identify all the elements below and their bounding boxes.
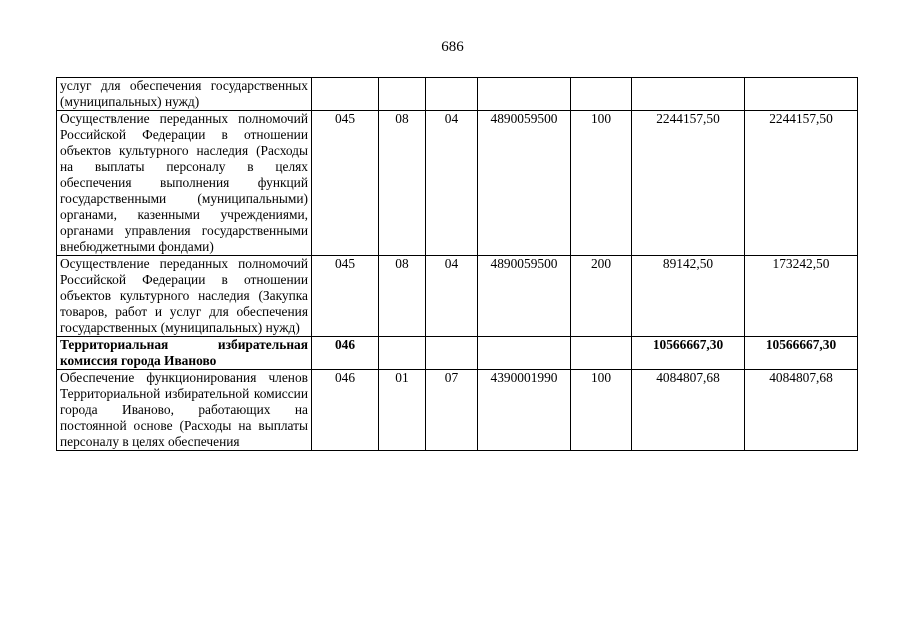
budget-table [56, 77, 858, 451]
section-code: 08 [379, 111, 426, 256]
section-code [379, 78, 426, 111]
row-description: услуг для обеспечения государственных (муниципальных) нужд) [57, 78, 312, 111]
amount-year-1: 2244157,50 [632, 111, 745, 256]
table-row [57, 78, 858, 111]
ministry-code: 045 [312, 256, 379, 337]
section-code: 08 [379, 256, 426, 337]
ministry-code: 046 [312, 337, 379, 370]
amount-year-1: 4084807,68 [632, 370, 745, 451]
table-row [57, 370, 858, 451]
section-code [379, 337, 426, 370]
section-code: 01 [379, 370, 426, 451]
subsection-code [426, 78, 478, 111]
table-row [57, 111, 858, 256]
amount-year-2: 173242,50 [745, 256, 858, 337]
target-article-code: 4390001990 [478, 370, 571, 451]
amount-year-1 [632, 78, 745, 111]
amount-year-2: 2244157,50 [745, 111, 858, 256]
table-row [57, 337, 858, 370]
expense-type-code: 200 [571, 256, 632, 337]
row-description: Обеспечение функционирования членов Территориальной избирательной комиссии города Иваново, работающих на постоянной основе (Расходы на выплаты персоналу в целях обеспечения [57, 370, 312, 451]
subsection-code: 04 [426, 256, 478, 337]
subsection-code: 04 [426, 111, 478, 256]
ministry-code: 045 [312, 111, 379, 256]
amount-year-2: 4084807,68 [745, 370, 858, 451]
subsection-code [426, 337, 478, 370]
ministry-code [312, 78, 379, 111]
target-article-code [478, 78, 571, 111]
subsection-code: 07 [426, 370, 478, 451]
expense-type-code: 100 [571, 111, 632, 256]
expense-type-code [571, 78, 632, 111]
amount-year-1: 89142,50 [632, 256, 745, 337]
target-article-code: 4890059500 [478, 111, 571, 256]
amount-year-2: 10566667,30 [745, 337, 858, 370]
page-number: 686 [441, 39, 464, 55]
table-row [57, 256, 858, 337]
amount-year-1: 10566667,30 [632, 337, 745, 370]
row-description: Территориальная избирательная комиссия города Иваново [57, 337, 312, 370]
expense-type-code: 100 [571, 370, 632, 451]
target-article-code: 4890059500 [478, 256, 571, 337]
row-description: Осуществление переданных полномочий Российской Федерации в отношении объектов культурного наследия (Закупка товаров, работ и услуг для обеспечения государственных (муниципальных) нужд) [57, 256, 312, 337]
expense-type-code [571, 337, 632, 370]
ministry-code: 046 [312, 370, 379, 451]
amount-year-2 [745, 78, 858, 111]
page-bottom-margin [0, 580, 905, 640]
target-article-code [478, 337, 571, 370]
row-description: Осуществление переданных полномочий Российской Федерации в отношении объектов культурного наследия (Расходы на выплаты персоналу в целях обеспечения выполнения функций государственными (муниципальными) органами, казенными учреждениями, органами управления государственными внебюджетными фондами) [57, 111, 312, 256]
